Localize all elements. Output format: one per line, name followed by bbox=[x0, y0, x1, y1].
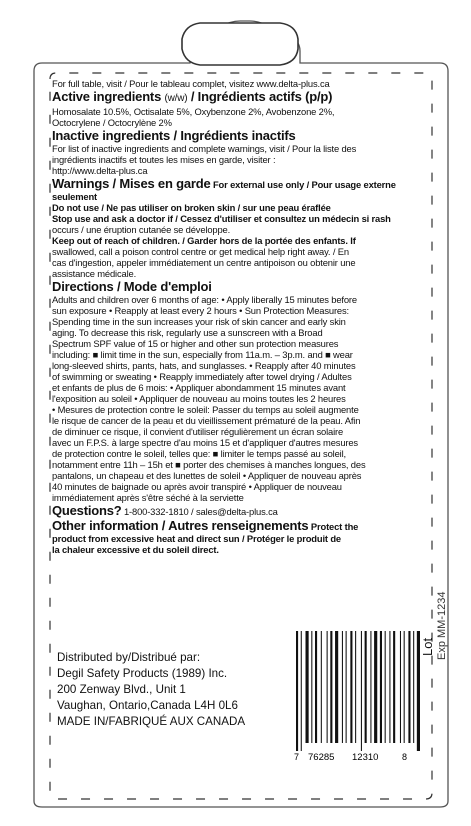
warnings-line-3: Do not use / Ne pas utiliser on broken skin / sur une peau éraflée bbox=[52, 202, 331, 213]
lot-stamp bbox=[418, 560, 458, 660]
lot-label: Lot bbox=[420, 637, 435, 656]
warnings-heading-tail: For external use only / Pour usage externe bbox=[212, 179, 396, 190]
warnings-line-7: swallowed, call a poison control centre or get medical help right away. / En bbox=[52, 246, 349, 257]
directions-body bbox=[52, 294, 434, 503]
questions-heading: Questions? bbox=[52, 503, 122, 518]
warnings-line-2: seulement bbox=[52, 191, 98, 202]
other-line-2: product from excessive heat and direct sun / Protéger le produit de bbox=[52, 533, 341, 544]
barcode-bar bbox=[335, 631, 338, 743]
barcode-bar bbox=[385, 631, 386, 743]
barcode-digit-lead: 7 bbox=[294, 752, 300, 762]
barcode-bar bbox=[393, 631, 395, 743]
warnings-heading-text: Warnings / Mises en garde bbox=[52, 176, 211, 191]
directions-line: avec un F.P.S. à large spectre d'au moins 15 et d'appliquer d'autres mesures bbox=[52, 437, 358, 448]
warnings-line-9: assistance médicale. bbox=[52, 268, 137, 279]
directions-line: Spectrum SPF value of 15 or higher and other sun protection measures bbox=[52, 338, 339, 349]
directions-line: de diminuer ce risque, il convient d'utiliser régulièrement un écran solaire bbox=[52, 426, 344, 437]
other-heading-tail: Protect the bbox=[310, 521, 359, 532]
active-line-2: Octocrylene / Octocrylène 2% bbox=[52, 117, 172, 128]
barcode-bar bbox=[400, 631, 401, 743]
barcode-bar bbox=[350, 631, 352, 743]
directions-line: et enfants de plus de 6 mois: • Appliquer abondamment 15 minutes avant bbox=[52, 382, 346, 393]
barcode-bar bbox=[355, 631, 356, 743]
inactive-line-3: http://www.delta-plus.ca bbox=[52, 165, 148, 176]
other-heading-text: Other information / Autres renseignements bbox=[52, 518, 309, 533]
inactive-line-1: For list of inactive ingredients and complete warnings, visit / Pour la liste des bbox=[52, 143, 357, 154]
directions-line: sun exposure • Reapply at least every 2 hours • Sun Protection Measures: bbox=[52, 305, 349, 316]
barcode-digits-right: 12310 bbox=[352, 752, 379, 763]
distributor-line-1: Distributed by/Distribué par: bbox=[57, 651, 201, 664]
barcode-bar bbox=[370, 631, 371, 743]
directions-line: long-sleeved shirts, pants, hats, and sunglasses. • Reapply after 40 minutes bbox=[52, 360, 356, 371]
distributor-line-5: MADE IN/FABRIQUÉ AUX CANADA bbox=[57, 715, 246, 728]
distributor-line-3: 200 Zenway Blvd., Unit 1 bbox=[57, 683, 186, 696]
distributor-line-2: Degil Safety Products (1989) Inc. bbox=[57, 667, 228, 680]
warnings-line-4: Stop use and ask a doctor if / Cessez d'utiliser et consultez un médecin si rash bbox=[52, 213, 391, 224]
hang-hole bbox=[182, 23, 298, 65]
barcode-bar bbox=[413, 631, 414, 743]
barcode-bar bbox=[380, 631, 382, 743]
distributor-block bbox=[57, 650, 245, 730]
barcode-bar bbox=[365, 631, 367, 743]
barcode-bar bbox=[311, 631, 312, 743]
directions-line: pantalons, un chapeau et des lunettes de soleil • Appliquer de nouveau après bbox=[52, 470, 362, 481]
barcode-digit-check: 8 bbox=[402, 752, 408, 762]
questions-line bbox=[52, 504, 434, 518]
active-line-1: Homosalate 10.5%, Octisalate 5%, Oxybenzone 2%, Avobenzone 2%, bbox=[52, 106, 335, 117]
barcode-bar bbox=[374, 631, 377, 743]
active-heading bbox=[52, 90, 434, 106]
barcode-bar bbox=[404, 631, 405, 743]
active-heading-unit: (w/w) bbox=[164, 93, 188, 104]
inactive-line-2: ingrédients inactifs et toutes les mises en garde, visiter : bbox=[52, 154, 276, 165]
directions-line: • Mesures de protection contre le soleil: Passer du temps au soleil augmente bbox=[52, 404, 359, 415]
directions-line: including: ■ limit time in the sun, especially from 11a.m. – 3p.m. and ■ wear bbox=[52, 349, 353, 360]
directions-line: l'exposition au soleil • Appliquer de nouveau au moins toutes les 2 heures bbox=[52, 393, 346, 404]
barcode-bar bbox=[327, 631, 328, 743]
barcode-bar bbox=[346, 631, 347, 743]
barcode-bar bbox=[315, 631, 317, 743]
warnings-line-8: cas d'ingestion, appeler immédiatement un centre antipoison ou obtenir une bbox=[52, 257, 356, 268]
other-line-3: la chaleur excessive et du soleil direct. bbox=[52, 544, 219, 555]
directions-line: aging. To decrease this risk, regularly use a sunscreen with a Broad bbox=[52, 327, 323, 338]
barcode-bar bbox=[301, 631, 302, 751]
inactive-heading: Inactive ingredients / Ingrédients inactifs bbox=[52, 128, 296, 143]
questions-contact: 1-800-332-1810 / sales@delta-plus.ca bbox=[123, 506, 278, 517]
directions-line: of swimming or sweating • Reapply immediately after towel drying / Adultes bbox=[52, 371, 352, 382]
directions-line: Spending time in the sun increases your risk of skin cancer and early skin bbox=[52, 316, 346, 327]
active-heading-fr: / Ingrédients actifs (p/p) bbox=[190, 89, 333, 104]
barcode-bar bbox=[408, 631, 410, 743]
warnings-heading bbox=[52, 177, 434, 191]
distributor-line-4: Vaughan, Ontario,Canada L4H 0L6 bbox=[57, 699, 238, 712]
directions-line: notamment entre 11h – 15h et ■ porter des chemises à manches longues, des bbox=[52, 459, 366, 470]
label-text bbox=[52, 78, 434, 555]
lot-code: Exp MM-1234 bbox=[436, 591, 448, 660]
barcode-bar bbox=[330, 631, 332, 743]
directions-line: de protection contre le soleil, telles que: ■ limiter le temps passé au soleil, bbox=[52, 448, 346, 459]
barcode-bar bbox=[321, 631, 322, 743]
barcode-bar bbox=[306, 631, 309, 743]
barcode-bar bbox=[296, 631, 298, 751]
directions-line: 40 minutes de baignade ou après avoir transpiré • Appliquer de nouveau bbox=[52, 481, 342, 492]
barcode-bar bbox=[361, 631, 362, 751]
directions-line: le risque de cancer de la peau et du vieillissement prématuré de la peau. Afin bbox=[52, 415, 361, 426]
barcode-bar bbox=[342, 631, 343, 743]
directions-line: immédiatement après s'être séché à la serviette bbox=[52, 492, 244, 503]
warnings-line-6: Keep out of reach of children. / Garder hors de la portée des enfants. If bbox=[52, 235, 356, 246]
directions-heading: Directions / Mode d'emploi bbox=[52, 279, 212, 294]
other-heading bbox=[52, 519, 434, 533]
barcode-bar bbox=[389, 631, 390, 743]
barcode bbox=[290, 629, 420, 764]
directions-line: Adults and children over 6 months of age: • Apply liberally 15 minutes before bbox=[52, 294, 357, 305]
barcode-digits-left: 76285 bbox=[308, 752, 335, 763]
intro-line: For full table, visit / Pour le tableau complet, visitez www.delta-plus.ca bbox=[52, 78, 330, 89]
warnings-line-5: occurs / une éruption cutanée se développe. bbox=[52, 224, 231, 235]
active-heading-en: Active ingredients bbox=[52, 89, 162, 104]
